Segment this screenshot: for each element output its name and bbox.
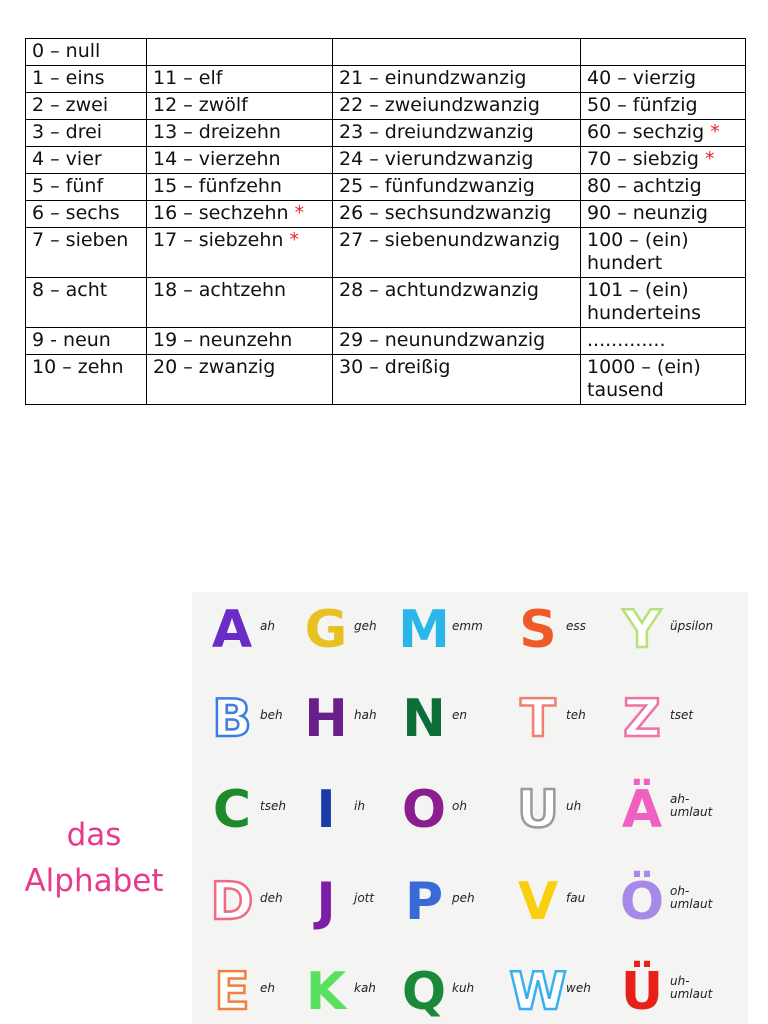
table-cell <box>147 39 333 66</box>
table-cell <box>26 39 147 66</box>
cell-text: 12 – zwölf <box>153 94 248 116</box>
alphabet-letter-glyph: V <box>517 872 559 932</box>
alphabet-letter-cell <box>612 689 746 749</box>
cell-text: 28 – achtundzwanzig <box>339 279 539 301</box>
cell-text: 2 – zwei <box>32 94 109 116</box>
cell-text: 17 – siebzehn <box>153 229 284 251</box>
table-cell <box>147 228 333 278</box>
alphabet-letter-pronunciation: tset <box>670 708 694 722</box>
table-row <box>26 174 746 201</box>
alphabet-letter-glyph: J <box>316 872 336 932</box>
alphabet-letter-pronunciation: fau <box>566 891 586 905</box>
alphabet-letter-glyph: H <box>304 689 348 749</box>
table-cell <box>333 201 581 228</box>
table-cell <box>581 201 746 228</box>
cell-text: 5 – fünf <box>32 175 104 197</box>
table-row <box>26 93 746 120</box>
cell-text: 26 – sechsundzwanzig <box>339 202 552 224</box>
cell-text: 16 – sechzehn <box>153 202 289 224</box>
cell-text: 13 – dreizehn <box>153 121 281 143</box>
table-row <box>26 328 746 355</box>
alphabet-letter-cell <box>202 962 298 1022</box>
alphabet-letter-pronunciation: ess <box>566 619 586 633</box>
cell-text: 25 – fünfundzwanzig <box>339 175 535 197</box>
alphabet-letter-glyph: K <box>305 962 347 1022</box>
cell-text: 30 – dreißig <box>339 356 451 378</box>
table-row <box>26 39 746 66</box>
alphabet-letter-glyph: Ä <box>621 780 663 840</box>
alphabet-letter-glyph: Q <box>401 962 447 1022</box>
cell-text: 40 – vierzig <box>587 67 697 89</box>
table-cell <box>26 355 147 405</box>
alphabet-letter-cell <box>296 962 392 1022</box>
alphabet-letter-cell <box>202 600 298 660</box>
cell-text: 29 – neunundzwanzig <box>339 329 546 351</box>
cell-text: 9 - neun <box>32 329 111 351</box>
cell-text: 22 – zweiundzwanzig <box>339 94 540 116</box>
table-cell <box>147 147 333 174</box>
asterisk-marker: * <box>294 202 305 224</box>
table-row <box>26 66 746 93</box>
alphabet-letter-glyph: M <box>398 600 450 660</box>
cell-text: 50 – fünfzig <box>587 94 698 116</box>
alphabet-letter-glyph: W <box>509 962 567 1022</box>
alphabet-letter-pronunciation: emm <box>452 619 483 633</box>
alphabet-title-line-1: das <box>66 817 122 853</box>
table-cell <box>147 93 333 120</box>
alphabet-letter-cell <box>612 780 746 840</box>
cell-text: 60 – sechzig <box>587 121 705 143</box>
cell-text: 3 – drei <box>32 121 103 143</box>
table-cell <box>26 120 147 147</box>
table-cell <box>333 278 581 328</box>
cell-text: 4 – vier <box>32 148 102 170</box>
table-cell <box>581 93 746 120</box>
table-cell <box>26 228 147 278</box>
alphabet-letter-pronunciation: jott <box>354 891 375 905</box>
cell-text: 23 – dreiundzwanzig <box>339 121 534 143</box>
alphabet-letter-glyph: G <box>304 600 348 660</box>
table-row <box>26 355 746 405</box>
alphabet-letter-cell <box>202 689 298 749</box>
cell-text: 0 – null <box>32 40 101 62</box>
table-cell <box>333 39 581 66</box>
cell-text: 6 – sechs <box>32 202 120 224</box>
alphabet-letter-cell <box>508 780 604 840</box>
alphabet-letter-pronunciation: ah- umlaut <box>670 792 713 819</box>
table-row <box>26 147 746 174</box>
alphabet-letter-cell <box>508 600 604 660</box>
alphabet-letter-cell <box>296 872 392 932</box>
alphabet-letter-cell <box>202 872 298 932</box>
alphabet-letter-pronunciation: geh <box>354 619 377 633</box>
alphabet-letter-pronunciation: hah <box>354 708 377 722</box>
alphabet-letter-cell <box>394 780 490 840</box>
alphabet-letter-pronunciation: eh <box>260 981 275 995</box>
alphabet-chart <box>192 592 748 1024</box>
table-row <box>26 228 746 278</box>
table-cell <box>581 66 746 93</box>
alphabet-letter-pronunciation: oh- umlaut <box>670 884 713 911</box>
alphabet-letter-glyph: O <box>401 780 447 840</box>
alphabet-letter-cell <box>296 600 392 660</box>
alphabet-letter-glyph: Ö <box>619 872 665 932</box>
alphabet-letter-pronunciation: beh <box>260 708 283 722</box>
alphabet-letter-cell <box>508 872 604 932</box>
alphabet-title <box>14 812 174 904</box>
cell-text: 15 – fünfzehn <box>153 175 282 197</box>
alphabet-title-line-2: Alphabet <box>24 863 164 899</box>
table-cell <box>581 328 746 355</box>
alphabet-letter-pronunciation: deh <box>260 891 283 905</box>
asterisk-marker: * <box>705 148 715 170</box>
alphabet-letter-cell <box>508 962 604 1022</box>
table-cell <box>581 174 746 201</box>
cell-text: 20 – zwanzig <box>153 356 276 378</box>
numbers-table-body <box>26 39 746 405</box>
alphabet-letter-glyph: N <box>402 689 446 749</box>
alphabet-letter-pronunciation: ih <box>354 799 365 813</box>
cell-text: 1 – eins <box>32 67 105 89</box>
table-cell <box>333 228 581 278</box>
alphabet-letter-cell <box>394 600 490 660</box>
table-cell <box>333 93 581 120</box>
table-row <box>26 120 746 147</box>
table-cell <box>26 147 147 174</box>
cell-text: 27 – siebenundzwanzig <box>339 229 561 251</box>
alphabet-letter-glyph: Z <box>623 689 661 749</box>
alphabet-letter-cell <box>394 689 490 749</box>
cell-text: ............. <box>587 329 666 351</box>
cell-text: 18 – achtzehn <box>153 279 287 301</box>
alphabet-letter-pronunciation: weh <box>566 981 591 995</box>
table-row <box>26 201 746 228</box>
alphabet-letter-glyph: E <box>214 962 250 1022</box>
table-cell <box>147 201 333 228</box>
alphabet-letter-pronunciation: üpsilon <box>670 619 714 633</box>
table-cell <box>26 174 147 201</box>
table-cell <box>147 278 333 328</box>
cell-text: 11 – elf <box>153 67 223 89</box>
cell-text: 90 – neunzig <box>587 202 708 224</box>
alphabet-letter-pronunciation: kah <box>354 981 376 995</box>
cell-text: 80 – achtzig <box>587 175 702 197</box>
table-cell <box>581 120 746 147</box>
cell-text: 19 – neunzehn <box>153 329 293 351</box>
alphabet-letter-cell <box>296 780 392 840</box>
table-cell <box>581 355 746 405</box>
table-cell <box>26 278 147 328</box>
alphabet-letter-cell <box>612 962 746 1022</box>
alphabet-letter-cell <box>612 600 746 660</box>
alphabet-letter-pronunciation: uh- umlaut <box>670 974 713 1001</box>
cell-text: 101 – (ein) hunderteins <box>587 279 702 324</box>
table-cell <box>581 228 746 278</box>
cell-text: 7 – sieben <box>32 229 129 251</box>
alphabet-letter-pronunciation: peh <box>452 891 475 905</box>
alphabet-letter-glyph: Y <box>623 600 661 660</box>
table-cell <box>581 278 746 328</box>
table-cell <box>581 147 746 174</box>
alphabet-letter-pronunciation: kuh <box>452 981 475 995</box>
cell-text: 24 – vierundzwanzig <box>339 148 534 170</box>
table-cell <box>333 328 581 355</box>
alphabet-letter-glyph: P <box>404 872 444 932</box>
alphabet-letter-glyph: U <box>516 780 560 840</box>
alphabet-letter-pronunciation: tseh <box>260 799 286 813</box>
alphabet-letter-glyph: Ü <box>620 962 664 1022</box>
alphabet-letter-cell <box>296 689 392 749</box>
alphabet-letter-cell <box>202 780 298 840</box>
table-cell <box>333 147 581 174</box>
table-cell <box>581 39 746 66</box>
alphabet-letter-glyph: T <box>520 689 556 749</box>
cell-text: 21 – einundzwanzig <box>339 67 527 89</box>
table-cell <box>26 93 147 120</box>
alphabet-letter-cell <box>394 962 490 1022</box>
alphabet-letter-glyph: D <box>210 872 254 932</box>
table-cell <box>333 66 581 93</box>
cell-text: 10 – zehn <box>32 356 124 378</box>
alphabet-letter-glyph: S <box>519 600 557 660</box>
cell-text: 8 – acht <box>32 279 108 301</box>
numbers-table <box>25 38 746 405</box>
asterisk-marker: * <box>289 229 299 251</box>
cell-text: 1000 – (ein) tausend <box>587 356 701 401</box>
table-cell <box>26 328 147 355</box>
alphabet-letter-pronunciation: en <box>452 708 467 722</box>
table-cell <box>26 201 147 228</box>
cell-text: 100 – (ein) hundert <box>587 229 689 274</box>
table-cell <box>333 120 581 147</box>
alphabet-letter-glyph: A <box>211 600 253 660</box>
table-cell <box>147 328 333 355</box>
alphabet-letter-pronunciation: uh <box>566 799 582 813</box>
table-row <box>26 278 746 328</box>
alphabet-letter-cell <box>394 872 490 932</box>
alphabet-letter-glyph: C <box>212 780 252 840</box>
alphabet-letter-glyph: B <box>212 689 252 749</box>
table-cell <box>333 355 581 405</box>
alphabet-letter-glyph: I <box>316 780 336 840</box>
table-cell <box>26 66 147 93</box>
table-cell <box>147 355 333 405</box>
table-cell <box>147 120 333 147</box>
table-cell <box>147 174 333 201</box>
alphabet-letter-pronunciation: ah <box>260 619 275 633</box>
asterisk-marker: * <box>710 121 720 143</box>
alphabet-letter-cell <box>508 689 604 749</box>
cell-text: 70 – siebzig <box>587 148 699 170</box>
alphabet-letter-cell <box>612 872 746 932</box>
table-cell <box>147 66 333 93</box>
cell-text: 14 – vierzehn <box>153 148 281 170</box>
table-cell <box>333 174 581 201</box>
alphabet-letter-pronunciation: oh <box>452 799 467 813</box>
alphabet-letter-pronunciation: teh <box>566 708 586 722</box>
